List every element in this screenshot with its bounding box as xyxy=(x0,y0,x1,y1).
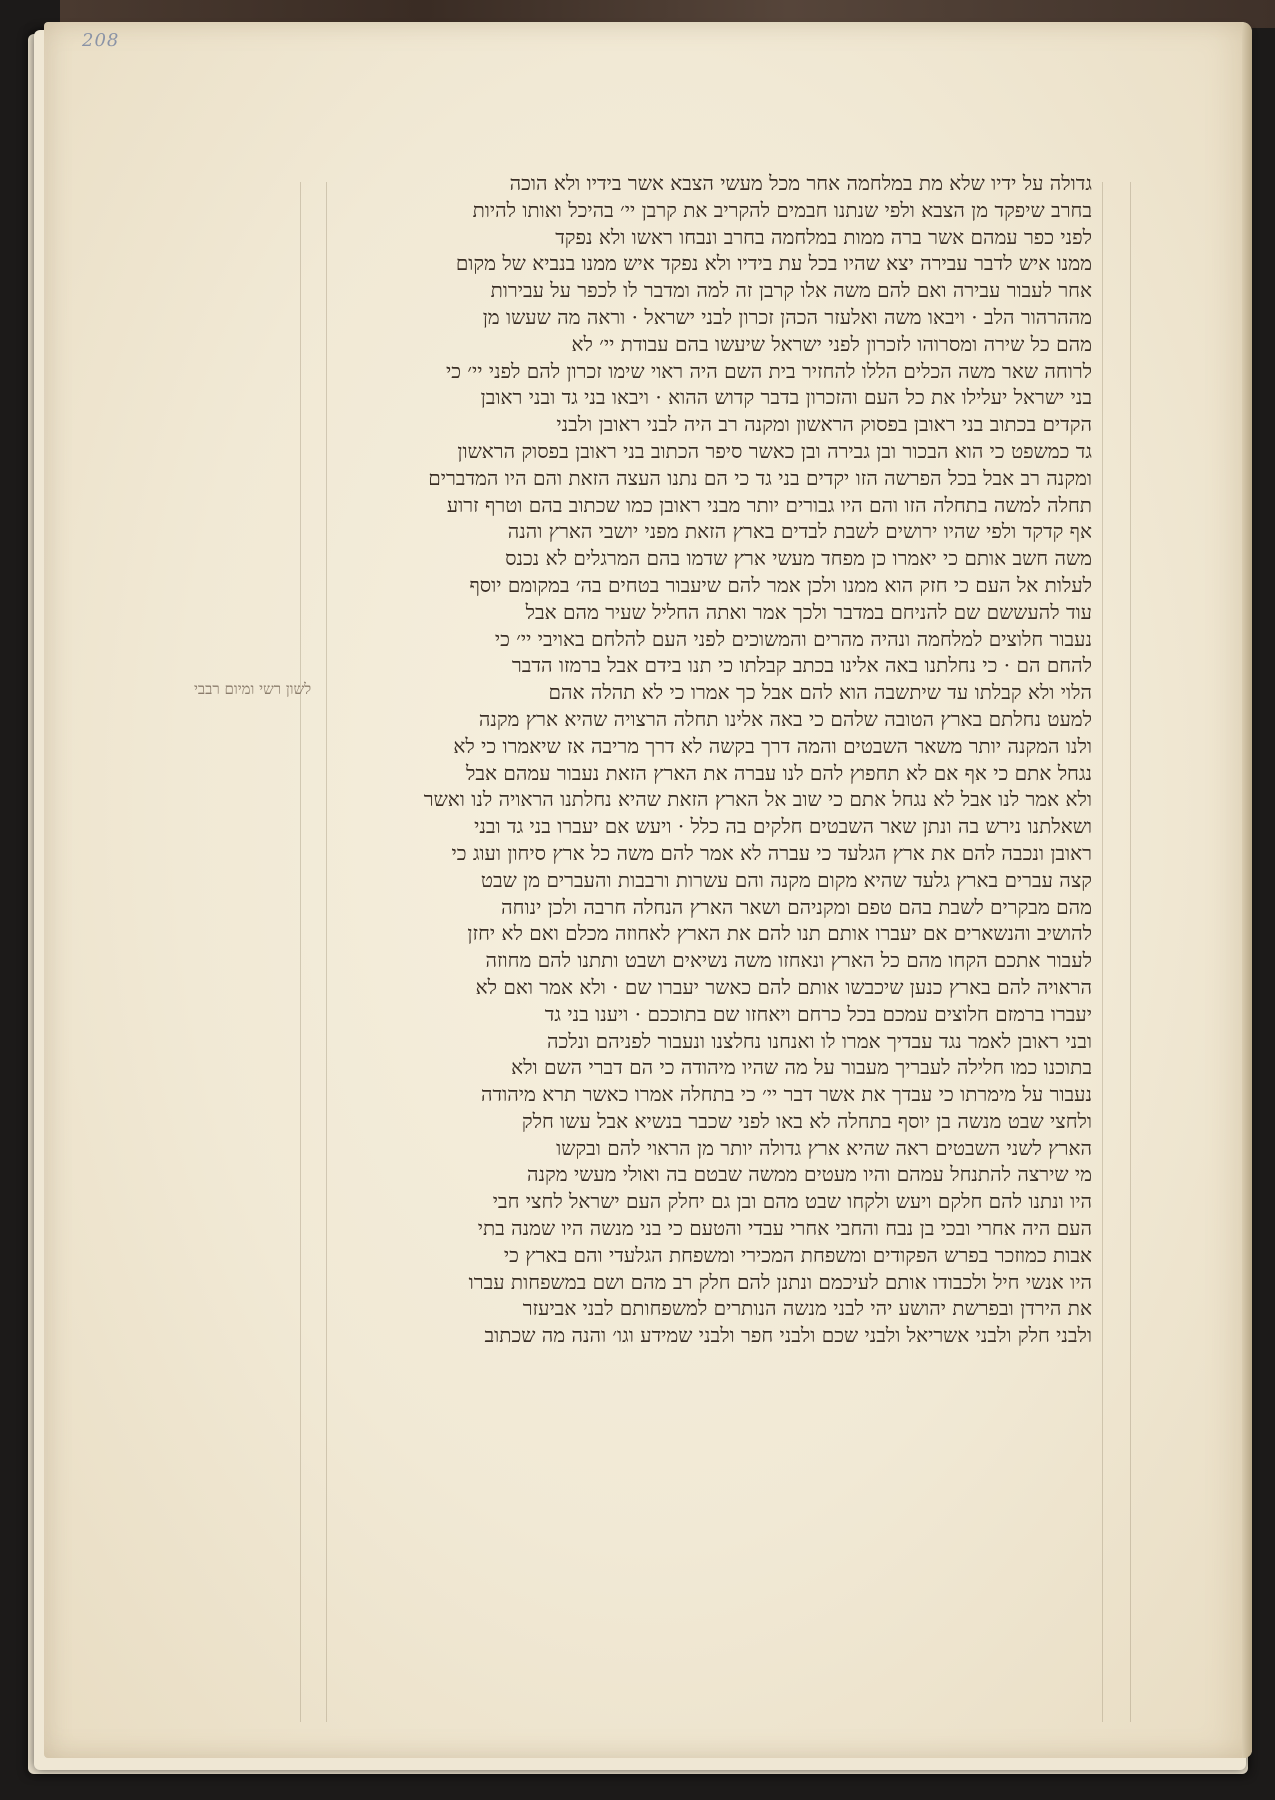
text-line: ולבני חלק ולבני אשריאל ולבני שכם ולבני חפר ולבני שמידע וגו׳ והנה מה שכתוב xyxy=(484,1323,1092,1348)
text-line: ולא אמר לנו אבל לא נגחל אתם כי שוב אל הארץ הזאת שהיא נחלתנו הראויה לנו ואשר xyxy=(423,787,1092,812)
text-line: בתוכנו כמו חלילה לעבריך מעבור על מה שהיו מיהודה כי הם דברי השם ולא xyxy=(511,1055,1092,1080)
text-line: קצה עברים בארץ גלעד שהיא מקום מקנה והם עשרות ורבבות והעברים מן שבט xyxy=(480,867,1092,892)
text-line: היו אנשי חיל ולכבודו אותם לעיכמם ונתנן להם חלק רב מהם ושם במשפחות עברו xyxy=(468,1269,1092,1294)
text-line: מהם מבקרים לשבת בהם טפם ומקניהם ושאר הארץ הנחלה חרבה ולכן ינוחה xyxy=(501,894,1092,919)
text-line: לעלות אל העם כי חזק הוא ממנו ולכן אמר להם שיעבור בטחים בה׳ במקומם יוסף xyxy=(469,572,1092,597)
text-line: תחלה למשה בתחלה הזו והם היו גבורים יותר מבני ראובן כמו שכתוב בהם וטרף זרוע xyxy=(446,492,1092,517)
text-line: לרוחה שאר משה הכלים הללו להחזיר בית השם היה ראוי שימו זכרון להם לפני יי׳ כי xyxy=(445,358,1092,383)
text-line: גדולה על ידיו שלא מת במלחמה אחר מכל מעשי הצבא אשר בידיו ולא הוכה xyxy=(509,171,1092,195)
text-line: אבות כמוזכר בפרש הפקודים ומשפחת המכירי ומשפחת הגלעדי והם בארץ כי xyxy=(503,1242,1092,1267)
hebrew-text-column xyxy=(322,170,1092,1349)
text-line: ולחצי שבט מנשה בן יוסף בתחלה לא באו לפני שכבר בנשיא אבל עשו חלק xyxy=(521,1108,1092,1133)
text-line: ממנו איש לדבר עבירה יצא שהיו בכל עת בידיו ולא נפקד איש ממנו בנביא של מקום xyxy=(455,251,1092,276)
text-line: אחר לעבור עבירה ואם להם משה אלו קרבן זה למה ומדבר לו לכפר על עבירות xyxy=(490,278,1092,303)
text-line: ושאלתנו נירש בה ונתן שאר השבטים חלקים בה כלל · ויעש אם יעברו בני גד ובני xyxy=(474,814,1092,839)
text-line: עוד להעששם שם להניחם במדבר ולכך אמר ואתה החליל שעיר מהם אבל xyxy=(525,599,1092,624)
text-line: ובני ראובן לאמר נגד עבדיך אמרו לו ואנחנו נחלצנו ונעבור לפניהם ונלכה xyxy=(546,1028,1092,1053)
text-line: להחם הם · כי נחלתנו באה אלינו בכתב קבלתו כי תנו בידם אבל ברמזו הדבר xyxy=(511,653,1092,678)
text-line: ראובן ונכבה להם את ארץ הגלעד כי עברה לא אמר להם משה כל ארץ סיחון ועוג כי xyxy=(451,840,1092,865)
text-line: להושיב והנשארים אם יעברו אותם תנו להם את הארץ לאחוזה מכלם ואם לא יחזן xyxy=(467,921,1092,946)
text-line: העם היה אחרי ובכי בן נבח והחבי אחרי עבדי והטעם כי בני מנשה היו שמנה בתי xyxy=(477,1216,1092,1241)
text-line: ולנו המקנה יותר משאר השבטים והמה דרך בקשה לא דרך מריבה אז שיאמרו כי לא xyxy=(453,733,1092,758)
folio-number: 208 xyxy=(82,30,120,51)
text-line: נעבור על מימרתו כי עבדך את אשר דבר יי׳ כי בתחלה אמרו כאשר תרא מיהודה xyxy=(481,1082,1092,1107)
text-line: למעט נחלתם בארץ הטובה שלהם כי באה אלינו תחלה הרצויה שהיא ארץ מקנה xyxy=(478,706,1092,731)
text-line: הארץ לשני השבטים ראה שהיא ארץ גדולה יותר מן הראוי להם ובקשו xyxy=(556,1135,1092,1160)
text-line: בני ישראל יעלילו את כל העם והזכרון בדבר קדוש ההוא · ויבאו בני גד ובני ראובן xyxy=(480,385,1092,410)
text-line: את הירדן ובפרשת יהושע יהי לבני מנשה הנותרים למשפחותם לבני אביעזר xyxy=(522,1296,1092,1321)
text-line: נעבור חלוצים למלחמה ונהיה מהרים והמשוכים לפני העם להלחם באויבי יי׳ כי xyxy=(494,626,1092,651)
text-line: מי שירצה להתנחל עמהם והיו מעטים ממשה שבטם בה ואולי מעשי מקנה xyxy=(527,1162,1092,1187)
text-line: לפני כפר עמהם אשר ברה ממות במלחמה בחרב ונבחו ראשו ולא נפקד xyxy=(555,224,1092,249)
text-line: ומקנה רב אבל בכל הפרשה הזו יקדים בני גד כי הם נתנו העצה הזאת והם היו המדברים xyxy=(428,465,1092,490)
text-line: גד כמשפט כי הוא הבכור ובן גבירה ובן כאשר סיפר הכתוב בני ראובן בפסוק הראשון xyxy=(457,438,1092,463)
ruling-line-right xyxy=(1102,182,1103,1722)
text-line: נגחל אתם כי אף אם לא תחפוץ להם לנו עברה את הארץ הזאת נעבור עמהם אבל xyxy=(466,760,1092,785)
text-line: היו ונתנו להם חלקם ויעש ולקחו שבט מהם ובן גם יחלק העם ישראל לחצי חבי xyxy=(492,1189,1092,1214)
page-right-edge xyxy=(1242,22,1252,1758)
text-line: לעבור אתכם הקחו מהם כל הארץ ונאחזו משה נשיאים ושבט ותתנו להם מחוזה xyxy=(485,948,1092,973)
text-line: בחרב שיפקד מן הצבא ולפי שנתנו חבמים להקריב את קרבן יי׳ בהיכל ואותו להיות xyxy=(472,197,1092,222)
text-line: משה חשב אותם כי יאמרו כן מפחד מעשי ארץ שדמו בהם המרגלים לא נכנס xyxy=(505,546,1092,571)
marginal-note: לשון רשי ומיום רבבי xyxy=(194,680,312,698)
text-line: יעברו ברמזם חלוצים עמכם בכל כרחם ויאחזו שם בתוככם · ויענו בני גד xyxy=(544,1001,1092,1026)
text-line: הראויה להם בארץ כנען שיכבשו אותם להם כאשר יעברו שם · ולא אמר ואם לא xyxy=(475,974,1092,999)
ruling-line-right-outer xyxy=(1130,182,1131,1722)
text-line: הקדים בכתוב בני ראובן בפסוק הראשון ומקנה רב היה לבני ראובן ולבני xyxy=(556,412,1092,437)
text-line: מהם כל שירה ומסרוהו לזכרון לפני ישראל שיעשו בהם עבודת יי׳ לא xyxy=(571,331,1092,356)
text-line: הלוי ולא קבלתו עד שיתשבה הוא להם אבל כך אמרו כי לא תהלה אהם xyxy=(548,680,1092,705)
text-line: אף קדקד ולפי שהיו ירושים לשבת לבדים בארץ הזאת מפני יושבי הארץ והנה xyxy=(507,519,1092,544)
text-line: מההרהור הלב · ויבאו משה ואלעזר הכהן זכרון לבני ישראל · וראה מה שעשו מן xyxy=(482,304,1092,329)
ruling-line-left xyxy=(300,182,301,1722)
